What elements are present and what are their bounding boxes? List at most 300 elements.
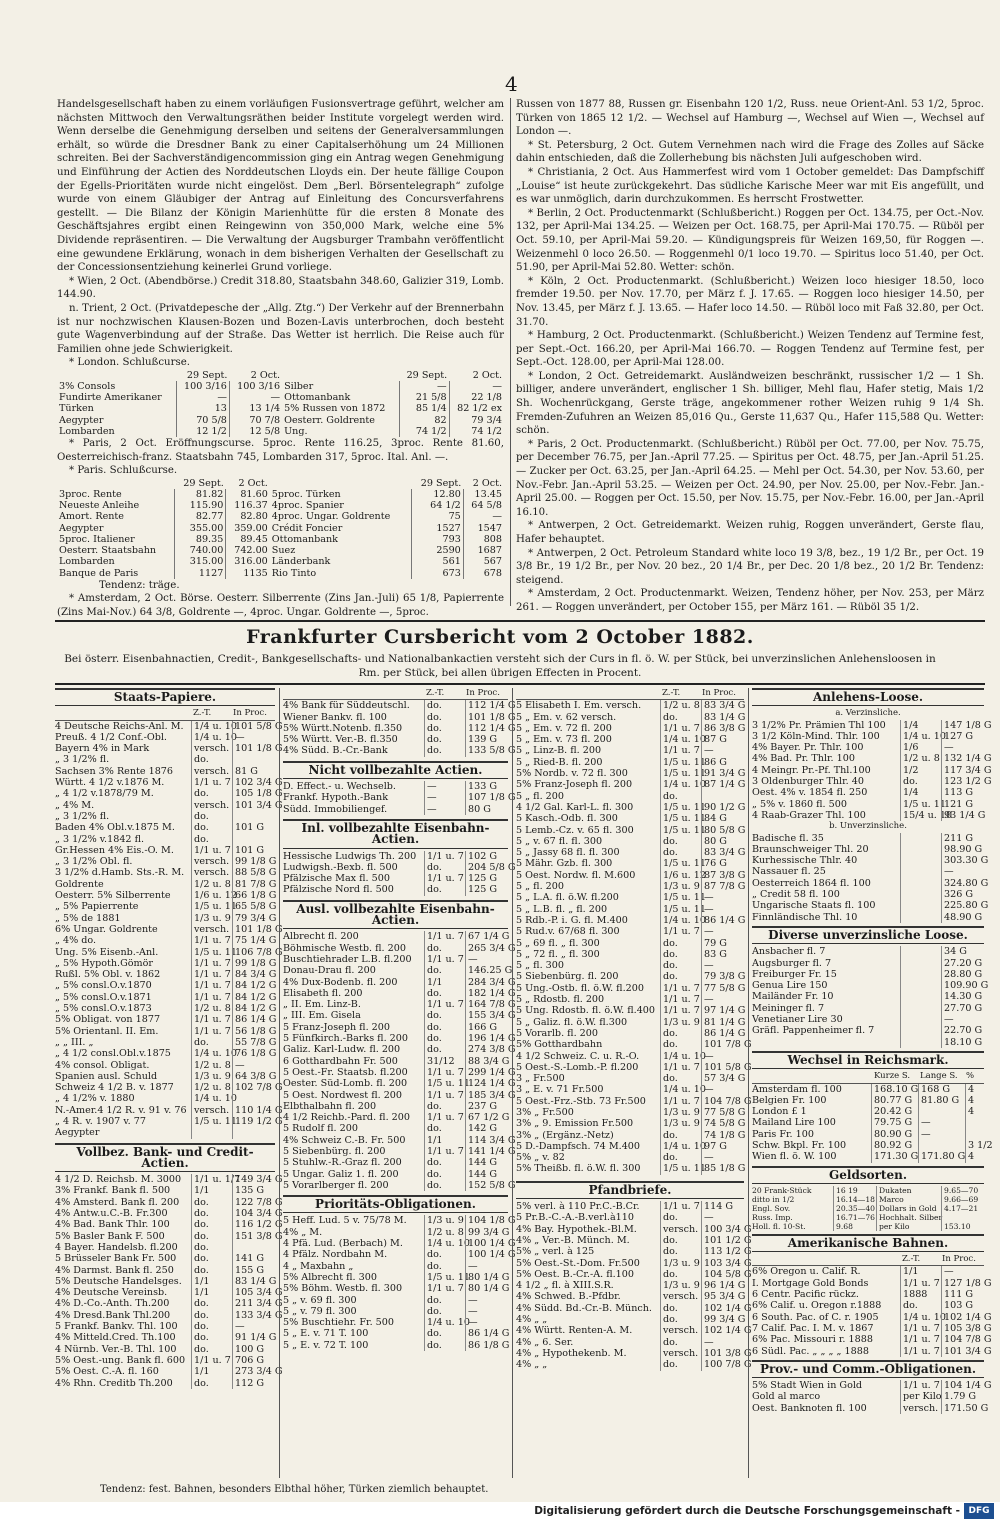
table-cell: do. [660,1212,701,1223]
table-cell: do. [191,788,232,799]
table-cell: Böhmische Westb. fl. 200 [283,942,406,954]
table-cell: Donau-Drau fl. 200 [283,965,376,977]
bank-list [283,700,516,757]
table-cell: 103 3/4 G [701,1258,744,1269]
table-row [55,766,275,777]
column-divider [279,688,280,1478]
table-row [283,1283,508,1294]
table-cell: Engl. Sov. [752,1203,791,1213]
table-row [516,1291,744,1302]
table-cell [900,969,941,980]
section-title: Inl. vollbezahlte Eisenbahn-Actien. [283,819,508,849]
table-cell: 4% Rhn. Creditb Th.200 [55,1377,173,1389]
table-row [516,904,744,915]
table-cell: 4 Meingr. Pr.-Pf. Thl.100 [752,764,871,776]
table-row [283,1066,516,1078]
table-cell: 55 7/8 G [232,1037,275,1048]
table-cell [232,811,275,822]
table-row [283,1328,508,1339]
table-row [55,1366,283,1378]
left-news-column [57,98,504,619]
table-cell: 90 1/2 G [701,802,744,813]
table-cell: 101 G [232,822,275,833]
table-cell [900,912,941,923]
table-cell: do. [660,1073,701,1084]
table-cell: Freiburger Fr. 15 [752,968,837,980]
section-title: Nicht vollbezahlte Actien. [283,761,508,779]
table-row [752,1311,992,1323]
table-cell: 4 [965,1106,984,1117]
table-row [55,913,275,924]
table-row [55,754,275,765]
table-cell: 87 G [701,734,744,745]
table-cell: 102 1/4 G [701,1325,744,1336]
table-row [55,822,275,833]
table-row [752,719,992,731]
table-row [55,1048,275,1059]
table-cell: — [701,904,744,915]
table-cell: „ 4% do. [55,935,97,947]
table-cell: 5 Mähr. Gzb. fl. 300 [516,858,613,870]
news-paragraph: * Köln, 2 Oct. Productenmarkt. (Schlußbericht.) Weizen loco hiesiger 18.50, loco fremder 19.50. per Nov. 17.70, per März f. J. 17.65. — Roggen loco hiesiger 14.50, per Nov. 13.45, per März f. J. 13.65. — Hafer loco 14.50. — Rüböl loco mit Faß 32.80, per Oct. 31.70. [516,275,984,328]
table-cell: Belgien Fr. 100 [752,1094,827,1106]
table-row [283,931,508,942]
table-cell: 79 G [701,938,744,949]
table-cell: 5% Nordb. v. 72 fl. 300 [516,768,628,780]
table-cell: 141 G [232,1253,275,1264]
table-cell: do. [191,834,232,845]
table-cell [900,958,941,969]
table-cell: do. [424,734,465,745]
table-cell: Russ. Imp. [752,1212,793,1222]
table-cell: 4 Raab-Grazer Thl. 100 [752,809,866,821]
table-cell: 4 Bayer. Handelsb. fl.200 [55,1241,178,1253]
table-cell: versch. [660,1224,701,1235]
table-cell: do. [424,1123,465,1134]
news-paragraph: * Paris, 2 Oct. Eröffnungscurse. 5proc. Rente 116.25, 3proc. Rente 81.60, Oesterreichisch-franz. Staatsbahn 745, Lombarden 317, 5proc. Ital. Anl. —. [57,438,504,463]
table-row [516,1051,744,1062]
table-cell: 133 G [465,781,508,792]
table-cell: 168.10 G [871,1084,918,1095]
table-cell: 1/5 u. 11 [424,1272,465,1283]
table-cell: Preuß. 4 1/2 Conf.-Obl. [55,731,167,743]
table-cell: do. [424,965,465,976]
table-cell: 1/6 u. 12 [660,870,701,881]
table-cell: 1/4 u. 10 [660,915,701,926]
table-row [283,873,508,884]
table-cell: 4% Dux-Bodenb. fl. 200 [283,976,398,988]
table-cell: 119 1/2 G [232,1116,275,1127]
table-cell: 5 Lemb.-Cz. v. 65 fl. 300 [516,824,634,836]
table-row [283,781,508,792]
table-cell: 4% Bayer. Pr. Thlr. 100 [752,742,864,754]
table-cell: 1/1 u. 7 [424,1283,465,1294]
table-row: Lombarden 12 1/2 12 5/8 Ung. 74 1/2 74 1/2 [59,425,502,437]
table-row [283,1089,516,1101]
table-cell: 66 1/8 G [232,890,275,901]
table-row [55,1003,275,1014]
table-cell: 4% Amsterd. Bank fl. 200 [55,1196,180,1208]
table-row [752,1334,992,1346]
table-cell: 1/1 u. 7 [660,926,701,937]
table-cell: 1/1 u. 7 [191,777,232,788]
table-row [516,825,744,836]
table-cell: 114 G [701,1201,744,1212]
table-cell: 4 Deutsche Reichs-Anl. M. [55,720,184,732]
table-cell: — [701,745,744,756]
table-row [55,1196,283,1208]
table-cell: 22.70 G [941,1025,984,1036]
table-cell: 5 „ 69 fl. „ fl. 300 [516,937,600,949]
table-cell: 147 1/8 G [941,720,984,731]
table-row [516,1061,752,1073]
table-cell: do. [660,1130,701,1141]
table-cell: 102 7/8 G [232,1082,275,1093]
table-cell: 1/4 u. 10 [660,1141,701,1152]
table-cell: 6% Calif. u. Oregon r.1888 [752,1300,882,1312]
table-cell: 4% „ 6. Ser. [516,1336,574,1348]
news-paragraph: Handelsgesellschaft haben zu einem vorläufigen Fusionsvertrage geführt, welcher am nächsten Mittwoch den Verwaltungsräthen beider Institute vorgelegt werden wird. Wenn derselbe die Genehmigung derselben und seitens der Generalversammlungen erhält, so würde die Dresdner Bank zu einer Capitalserhöhung um 24 Millionen schreiten. Bei der Sachverständigencommission ging ein Antrag wegen Genehmigung und Einführung der Actien des Norddeutschen Lloyds ein. Der heute fällige Coupon der Egells-Prioritäten wurde nicht eingelöst. Dem „Berl. Börsentelegraph“ zufolge wurde von einem Gläubiger der Antrag auf Einleitung des Concursverfahrens gestellt. — Die Bilanz der Königin Marienhütte für die ersten 8 Monate des Geschäftsjahres ergibt einen Reingewinn von 350,000 Mark, welche eine 5% Dividende repräsentiren. — Die Verwaltung der Augsburger Trambahn veröffentlicht eine gewundene Erklärung, wonach in dem bisherigen Verhalten der Gesellschaft zu der Concessionsentziehung keinerlei Grund vorliege. [57,99,504,274]
table-cell [232,1093,275,1104]
table-row [516,949,744,960]
table-cell: I. Mortgage Gold Bonds [752,1277,869,1289]
table-cell [900,889,941,900]
table-cell: 1/1 u. 7 [191,1014,232,1025]
table-cell: Amsterdam fl. 100 [752,1083,842,1095]
table-row [516,1107,744,1118]
table-row [752,1151,984,1162]
table-cell: 122 7/8 G [232,1197,275,1208]
table-cell: 104 5/8 G [701,1269,744,1280]
table-cell: 84 1/2 G [232,980,275,991]
table-cell: „ 3 1/2% v.1842 fl. [55,833,145,845]
table-cell: 104 7/8 G [941,1334,984,1345]
table-cell: do. [191,1321,232,1332]
table-cell: 5 „ Em. v. 62 versch. [516,711,617,723]
table-cell: 1/4 u. 10 [660,1084,701,1095]
table-cell: do. [424,1157,465,1168]
table-row [516,926,744,937]
table-cell: 4 [965,1095,984,1106]
table-cell: 67 1/2 G [465,1112,508,1123]
table-row [283,1056,508,1067]
table-cell: versch. [660,1291,701,1302]
prov-list [752,1380,992,1414]
table-cell: do. [660,1269,701,1280]
table-cell: — [701,1337,744,1348]
table-cell: 4% „ „ [516,1314,548,1326]
table-cell: 80.90 G [871,1129,918,1140]
table-cell [918,1106,965,1117]
table-cell: 5 „ v. 79 fl. 300 [283,1305,357,1317]
table-row: Oesterr. Staatsbahn 740.00 742.00 Suez 2590 1687 [59,545,502,557]
table-cell: do. [424,1022,465,1033]
table-cell: 144 G [465,1157,508,1168]
table-cell: 117 3/4 G [941,765,984,776]
news-paragraph: * Hamburg, 2 Oct. Productenmarkt. (Schlußbericht.) Weizen Tendenz auf Termine fest, per Sept.-Oct. 166.20, per April-Mai 166.70. — Roggen Tendenz auf Termine fest, per Sept.-Oct. 128.00, per April-Mai 128.00. [516,330,984,369]
table-cell: 16 19 [833,1186,876,1195]
table-cell: 105 3/8 G [941,1323,984,1334]
table-cell: do. [191,822,232,833]
table-row [752,1345,992,1357]
table-cell: Holl. fl. 10-St. [752,1221,806,1231]
table-row [55,1253,275,1264]
table-cell: 1/1 u. 7 [660,1201,701,1212]
table-cell: 1/2 u. 8 [191,1060,232,1071]
section-rule [55,683,985,685]
table-row: Aegypter 70 5/8 70 7/8 Oesterr. Goldrente 82 79 3/4 [59,414,502,426]
table-cell: 149 3/4 G [232,1174,275,1185]
table-cell: do. [424,712,465,723]
table-cell: 5% Deutsche Handelsges. [55,1275,182,1287]
table-row [283,804,508,815]
table-row [752,799,984,810]
table-cell: 3 1/2% Pr. Prämien Thl 100 [752,719,886,731]
section-title: Amerikanische Bahnen. [752,1234,984,1252]
table-cell: 81 1/4 G [701,1017,744,1028]
table-cell: Finnländische Thl. 10 [752,911,858,923]
staats-papiere-block [55,688,283,1389]
table-cell: 185 3/4 G [465,1090,508,1101]
section-title: Wechsel in Reichsmark. [752,1051,984,1069]
table-cell [900,991,941,1002]
table-row [516,1246,752,1258]
vollbez-list [55,1174,283,1389]
table-cell: Spanien ausl. Schuld [55,1070,158,1082]
table-cell: Wiener Bankv. fl. 100 [283,711,387,723]
table-cell: 274 3/8 G [465,1044,508,1055]
table-cell [900,878,941,889]
table-row [55,890,275,901]
table-cell: versch. [191,924,232,935]
table-row [752,980,989,992]
table-cell: Augsburger fl. 7 [752,957,832,969]
table-cell: versch. [191,856,232,867]
table-cell: Goldrente [55,878,104,890]
table-row [55,1104,283,1116]
table-cell: Südd. Immobiliengef. [283,803,388,815]
table-cell: 3 Oldenburger Thlr. 40 [752,776,864,788]
table-row [752,889,984,900]
table-cell: Oest. Banknoten fl. 100 [752,1402,867,1414]
table-cell [232,834,275,845]
table-row [283,942,516,954]
table-row [55,901,275,912]
table-row [283,1145,516,1157]
dfg-logo: DFG [964,1503,994,1519]
table-cell: 3% Frankf. Bank fl. 500 [55,1185,171,1197]
table-cell: „ 5% consl.O.v.1873 [55,1003,152,1015]
table-cell: 1/4 u. 10 [660,779,701,790]
table-cell: Wien fl. ö. W. 100 [752,1151,837,1163]
table-cell: 1/3 u. 9 [660,1258,701,1269]
table-row [55,1219,283,1231]
ausl-list [283,931,516,1191]
table-cell: 6% Oregon u. Calif. R. [752,1266,861,1278]
prio-list [516,700,752,1175]
table-cell: 5 „ Ried-B. fl. 200 [516,756,603,768]
table-row [516,1141,744,1152]
table-row [752,833,984,844]
table-cell: 105 1/8 G [232,788,275,799]
table-cell: 84 1/2 G [232,1003,275,1014]
table-row [283,722,516,734]
table-cell: 4% Bay. Hypothek.-Bl.M. [516,1223,637,1235]
news-paragraph: * London, 2 Oct. Getreidemarkt. Ausländweizen beschränkt, russischer 1/2 — 1 Sh. billiger, andere unverändert, englischer 1 Sh. billiger, Mehl flau, Hafer stetig, Mais 1/2 Sh. Wochenrückgang, Gerste träge, angekommener rother Weizen ruhig 9 1/4 Sh. Fremden-Zufuhren an Weizen 85,016 Qu., Gerste 11,637 Qu., Hafer 115,588 Qu. Wetter: schön. [516,370,984,437]
table-cell: 5 „ Rdostb. fl. 200 [516,994,605,1006]
table-cell: 80.92 G [871,1140,918,1151]
table-row [283,745,516,757]
table-cell: 80 1/4 G [465,1283,508,1294]
table-cell: 98.90 G [941,844,984,855]
table-cell: 85 1/8 G [701,1163,744,1174]
table-cell: do. [660,712,701,723]
table-cell: „ 3 1/2% fl. [55,810,110,822]
inl-list [283,850,516,896]
table-row [516,881,744,892]
table-cell: — [701,892,744,903]
table-cell: 146.25 G [465,965,508,976]
table-row: Neueste Anleihe 115.90 116.37 4proc. Spanier 64 1/2 64 5/8 [59,500,502,512]
table-row [283,1157,508,1168]
table-row [283,1022,508,1033]
table-row [752,912,984,923]
table-cell: do. [424,1328,465,1339]
table-cell: 87 3/8 G [701,870,744,881]
table-row [516,1152,744,1163]
table-row [283,792,516,804]
table-cell: 1/3 u. 9 [191,1071,232,1082]
bourse-header [0,626,1000,680]
table-cell: Badische fl. 35 [752,832,824,844]
table-row [283,861,516,873]
table-cell: do. [660,1039,701,1050]
table-cell: — [232,1321,275,1332]
table-cell: 5 Ung. Rdostb. fl. ö.W. fl.400 [516,1005,656,1017]
table-cell: 76 G [701,858,744,869]
wechsel-list [752,1083,993,1163]
table-cell [941,1213,984,1222]
table-cell: 4 Nürnb. Ver.-B. Thl. 100 [55,1343,177,1355]
table-row [283,1044,516,1056]
table-cell: 5% Oest.-ung. Bank fl. 600 [55,1354,186,1366]
table-row [752,1380,992,1392]
table-cell: do. [191,1332,232,1343]
table-cell: versch. [660,1348,701,1359]
table-cell: „ 5% v. 1860 fl. 500 [752,798,847,810]
table-cell: versch. [191,766,232,777]
table-row [752,1129,984,1140]
table-cell: 171.80 G [918,1151,965,1162]
table-row [55,845,275,856]
table-cell: 1/1 u. 7 [424,1067,465,1078]
table-row [752,1222,984,1231]
table-cell: 48.90 G [941,912,984,923]
table-cell: do. [660,949,701,960]
table-cell: do. [660,1303,701,1314]
table-cell: 74 5/8 G [701,1118,744,1129]
table-row [516,1095,752,1107]
table-cell: 67 1/4 G [465,931,508,942]
table-row [55,834,275,845]
table-cell: do. [660,1235,701,1246]
table-row [752,1402,989,1414]
table-row [283,1078,516,1090]
news-paragraph: Russen von 1877 88, Russen gr. Eisenbahn 120 1/2, Russ. neue Orient-Anl. 53 1/2, 5proc. Türken von 1865 12 1/2. — Wechsel auf Hamburg —, Wechsel auf Wien —, Wechsel auf London —. [516,99,984,138]
table-row: Aegypter 355.00 359.00 Crédit Foncier 1527 1547 [59,522,502,534]
page-number: 4 [505,72,518,96]
table-cell: 100 G [232,1344,275,1355]
table-row [752,1300,984,1311]
table-cell: 166 G [465,1022,508,1033]
table-row [55,720,283,732]
table-cell: 1/1 u. 7 [900,1323,941,1334]
table-cell: 1/3 u. 9 [660,1118,701,1129]
table-row [752,900,989,912]
table-cell: 5 „ fl. 200 [516,881,564,893]
tendenz-note: Tendenz: fest. Bahnen, besonders Elbthal höher, Türken ziemlich behauptet. [100,1484,489,1495]
table-row [55,969,275,980]
table-cell: 5% Theißb. fl. ö.W. fl. 300 [516,1163,641,1175]
table-cell: 4% Südd. B.-Cr.-Bank [283,745,388,757]
table-cell: 6 Gotthardbahn Fr. 500 [283,1055,398,1067]
table-cell: 284 3/4 G [465,977,508,988]
table-row [516,768,744,779]
news-paragraph: n. Trient, 2 Oct. (Privatdepesche der „Allg. Ztg.“) Der Verkehr auf der Brennerbahn ist nur nochzwischen Klausen-Bozen und Bozen-Lavis unterbrochen, doch besteht gute Wagenverbindung auf der Straße. Das Wetter ist herrlich. Die Reise auch für Familien ohne jede Schwierigkeit. [57,302,504,355]
table-cell: do. [191,1265,232,1276]
table-row [752,1266,984,1277]
table-cell: 1/6 u. 12 [191,890,232,901]
table-cell: do. [660,1337,701,1348]
table-cell: 127 G [941,731,984,742]
table-cell: Gold al marco [752,1391,821,1403]
table-row [752,1037,984,1048]
table-cell: 4% „ „ [516,1359,548,1371]
table-cell [752,1037,900,1048]
table-cell: — [941,1014,984,1025]
table-row [752,1014,984,1025]
table-cell: 1/5 u. 11 [191,901,232,912]
table-cell: 5 Oest.-S.-Lomb.-P. fl.200 [516,1061,639,1073]
table-cell: 5 Fünfkirch.-Barks fl. 200 [283,1033,408,1045]
table-cell: 5 D.-Dampfsch. 74 M.400 [516,1140,641,1152]
table-cell: 1/2 u. 8 [191,879,232,890]
table-cell: 6 Südl. Pac. „ „ „ „ 1888 [752,1345,869,1357]
table-cell: Oesterreich 1864 fl. 100 [752,877,871,889]
table-cell: Schweiz 4 1/2 B. v. 1877 [55,1082,174,1094]
table-cell: 151 3/8 G [232,1231,275,1242]
table-cell: 101 3/4 G [232,800,275,811]
table-cell: 1/1 u. 7 [660,1062,701,1073]
section-title: Prioritäts-Obligationen. [283,1195,508,1213]
table-cell: 121 G [941,799,984,810]
table-cell: 152 5/8 G [465,1180,508,1191]
table-cell: Dollars in Gold [876,1204,941,1213]
table-cell: 1/3 u. 9 [191,913,232,924]
table-cell: „ 3 1/2% fl. [55,754,110,766]
table-cell: do. [424,1249,465,1260]
table-cell [191,1127,232,1138]
news-paragraph: * Paris, 2 Oct. Productenmarkt. (Schlußbericht.) Rüböl per Oct. 77.00, per Nov. 75.75, per December 76.75, per Jan.-April 77.25. — Spiritus per Oct. 48.75, per Jan.-April 51.25. — Zucker per Oct. 63.25, per Jan.-April 64.25. — Mehl per Oct. 54.30, per Nov. 53.60, per Nov.-Febr. Jan.-April 53.25. — Weizen per Oct. 24.90, per Nov. 25.00, per Nov.-Febr. Jan.-April 25.00. — Roggen per Oct. 15.50, per Nov. 15.75, per Nov.-Febr. 16.00, per Jan.-April 16.10. [516,438,984,518]
table-cell: 4% Deutsche Vereinsb. [55,1287,168,1299]
table-cell: — [701,1212,744,1223]
table-cell: 86 1/8 G [465,1340,508,1351]
table-cell: „ Credit 58 fl. 100 [752,889,840,901]
table-cell: 4% Bad. Bank Thlr. 100 [55,1219,170,1231]
table-cell: 127 1/8 G [941,1278,984,1289]
table-cell: 182 1/4 G [465,988,508,999]
table-cell: 97 1/4 G [701,1005,744,1016]
